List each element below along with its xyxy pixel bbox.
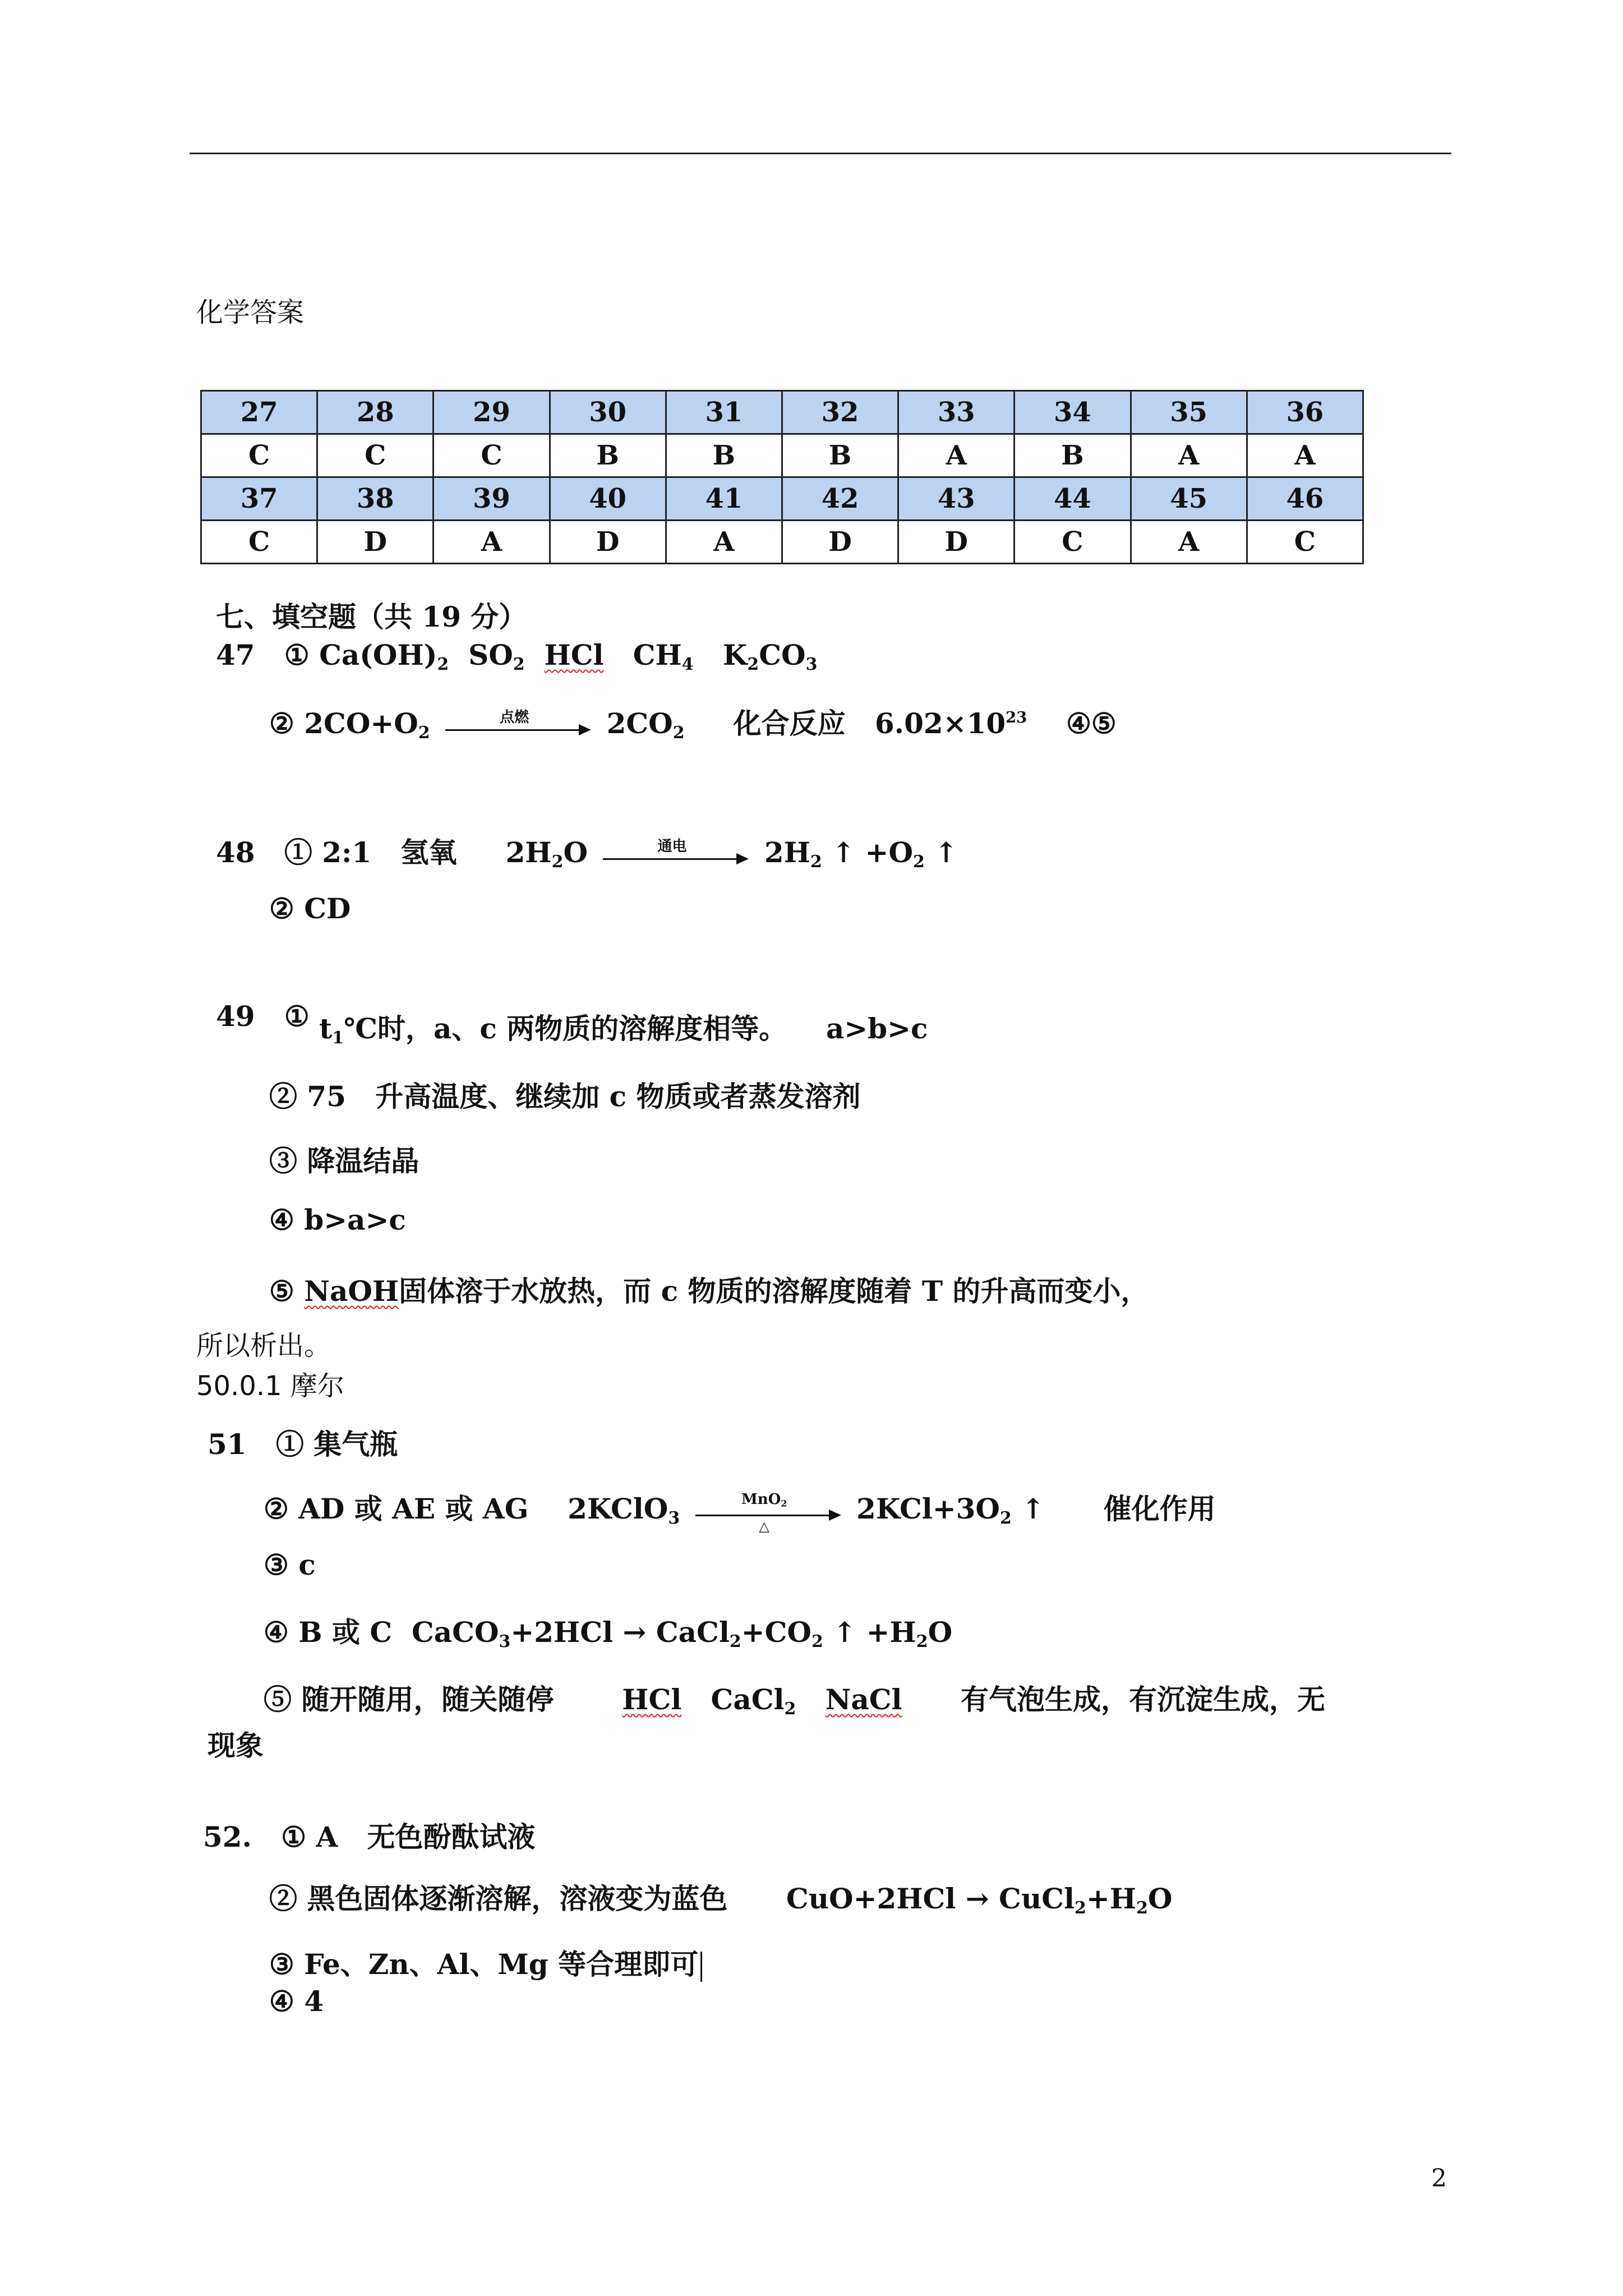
solute: HCl bbox=[622, 1683, 682, 1716]
table-cell: 32 bbox=[782, 391, 898, 434]
table-cell: 44 bbox=[1015, 477, 1131, 521]
table-cell: B bbox=[550, 434, 666, 477]
circle-mark: ① bbox=[284, 1000, 310, 1033]
reaction-arrow bbox=[603, 838, 749, 866]
answer-text: $t_1℃$时，a、c 两物质的溶解度相等。 a>b>c bbox=[319, 1012, 928, 1048]
header-rule bbox=[190, 153, 1451, 154]
table-cell: A bbox=[1247, 434, 1363, 477]
table-cell: C bbox=[201, 521, 317, 564]
q52-line4 bbox=[269, 1985, 324, 2018]
section-heading: 七、填空题（共 19 分） bbox=[216, 600, 527, 633]
circle-mark: ③ bbox=[269, 1948, 294, 1981]
solubility-order: a>b>c bbox=[826, 1012, 928, 1045]
answer-text: 黑色固体逐渐溶解，溶液变为蓝色 bbox=[307, 1882, 728, 1915]
circle-mark: ④ bbox=[264, 1616, 289, 1649]
table-cell: C bbox=[1015, 521, 1131, 564]
equation: 2KClO$_3$ MnO$_2$ △ $2KCl+3O_2$ ↑ bbox=[568, 1491, 1045, 1534]
circle-mark: ② bbox=[269, 1080, 297, 1113]
table-cell: 46 bbox=[1247, 477, 1363, 521]
table-cell: 41 bbox=[666, 477, 782, 521]
table-cell: 27 bbox=[201, 391, 317, 434]
page-title: 化学答案 bbox=[196, 297, 305, 328]
table-cell: D bbox=[782, 521, 898, 564]
q49-line3 bbox=[269, 1139, 419, 1179]
reaction-arrow bbox=[445, 709, 591, 737]
question-number: 51 bbox=[208, 1428, 247, 1461]
solute: NaCl bbox=[825, 1683, 902, 1716]
table-cell: 30 bbox=[550, 391, 666, 434]
reaction-arrow bbox=[695, 1491, 841, 1534]
reaction-condition: 通电 bbox=[657, 838, 687, 855]
apparatus-options: B 或 C bbox=[298, 1616, 393, 1649]
question-number: 47 bbox=[216, 638, 255, 671]
table-cell: D bbox=[898, 521, 1015, 564]
option-letter: A bbox=[316, 1820, 338, 1853]
question-number: 52. bbox=[203, 1820, 252, 1853]
circle-mark: ⑤ bbox=[264, 1683, 292, 1716]
circle-mark: ① bbox=[284, 638, 310, 671]
circle-mark: ② bbox=[264, 1492, 289, 1525]
table-cell: 29 bbox=[434, 391, 550, 434]
q52-line3 bbox=[269, 1942, 702, 1982]
apparatus-options: AD 或 AE 或 AG bbox=[298, 1492, 529, 1525]
circle-mark: ① bbox=[275, 1428, 304, 1461]
page-number: 2 bbox=[1431, 2164, 1447, 2193]
table-row bbox=[201, 521, 1363, 564]
text-cursor bbox=[700, 1952, 702, 1982]
circle-mark: ④ bbox=[269, 1203, 294, 1236]
solute: CaCl$_2$ bbox=[711, 1683, 796, 1719]
table-row bbox=[201, 391, 1363, 434]
formula: NaOH bbox=[304, 1274, 399, 1308]
table-cell: 37 bbox=[201, 477, 317, 521]
table-cell: D bbox=[317, 521, 434, 564]
table-cell: D bbox=[550, 521, 666, 564]
answer-text: 4 bbox=[304, 1985, 324, 2018]
q51-line1 bbox=[208, 1422, 398, 1462]
equation: CaCO$_3$+2HCl → $CaCl_2+CO_2$ ↑ $+H_2O$ bbox=[411, 1616, 953, 1651]
table-cell: 36 bbox=[1247, 391, 1363, 434]
answer-text: c bbox=[298, 1548, 316, 1581]
q51-line5 bbox=[264, 1677, 1325, 1719]
question-number: 49 bbox=[216, 1000, 255, 1033]
q51-line2 bbox=[264, 1487, 1216, 1534]
q47-line1 bbox=[216, 638, 817, 674]
circle-mark: ② bbox=[269, 1882, 297, 1915]
table-cell: A bbox=[1131, 521, 1247, 564]
answer-table bbox=[200, 390, 1364, 564]
table-cell: 38 bbox=[317, 477, 434, 521]
circle-mark: ② bbox=[269, 707, 294, 740]
circle-mark: ② bbox=[269, 892, 294, 925]
table-cell: A bbox=[666, 521, 782, 564]
answer-text: 升高温度、继续加 c 物质或者蒸发溶剂 bbox=[375, 1080, 861, 1113]
equation: $2H_2O$ 通电 $2H_2$ ↑ $+O_2$ ↑ bbox=[505, 836, 958, 872]
volume-ratio: 2:1 bbox=[322, 836, 372, 869]
table-cell: C bbox=[1247, 521, 1363, 564]
answer-text: Fe、Zn、Al、Mg 等合理即可 bbox=[304, 1948, 699, 1981]
table-cell: 31 bbox=[666, 391, 782, 434]
table-cell: B bbox=[782, 434, 898, 477]
gas-arrow: ↑ bbox=[1021, 1492, 1045, 1525]
q48-line2 bbox=[269, 892, 351, 925]
q52-line2 bbox=[269, 1876, 1172, 1918]
formula: HCl bbox=[544, 638, 604, 671]
catalyst-role: 催化作用 bbox=[1103, 1492, 1216, 1525]
table-row bbox=[201, 434, 1363, 477]
table-cell: 34 bbox=[1015, 391, 1131, 434]
table-cell: 39 bbox=[434, 477, 550, 521]
q50-answer: 50.0.1 摩尔 bbox=[196, 1370, 344, 1402]
avogadro-number: $6.02\times 10^{23}$ bbox=[874, 707, 1027, 740]
table-cell: A bbox=[898, 434, 1015, 477]
circle-mark: ③ bbox=[264, 1548, 289, 1581]
answer-text: b>a>c bbox=[304, 1203, 406, 1236]
formula: $Ca(OH)_2$ bbox=[319, 638, 449, 674]
answer-text: 随开随用，随关随停 bbox=[301, 1683, 554, 1716]
q49-line1 bbox=[216, 994, 928, 1048]
circle-mark: ④ bbox=[269, 1985, 294, 2018]
gas-arrow: ↑ bbox=[934, 836, 958, 869]
table-cell: C bbox=[317, 434, 434, 477]
table-cell: C bbox=[434, 434, 550, 477]
equation: $2CO+O_2$ 点燃 $2CO_2$ bbox=[304, 707, 685, 743]
table-cell: B bbox=[1015, 434, 1131, 477]
q51-line4 bbox=[264, 1610, 952, 1651]
q52-line1 bbox=[203, 1815, 536, 1855]
table-cell: 43 bbox=[898, 477, 1015, 521]
answer-text: 集气瓶 bbox=[313, 1428, 398, 1461]
q49-line2 bbox=[269, 1074, 861, 1115]
circle-mark: ⑤ bbox=[269, 1274, 294, 1308]
table-cell: 45 bbox=[1131, 477, 1247, 521]
answer-text: 无色酚酞试液 bbox=[367, 1820, 536, 1853]
circle-mark: ① bbox=[281, 1820, 307, 1853]
gas-arrow: ↑ bbox=[832, 836, 856, 869]
answer-text: 固体溶于水放热，而 c 物质的溶解度随着 T 的升高而变小， bbox=[399, 1274, 1149, 1308]
table-cell: C bbox=[201, 434, 317, 477]
gas-names: 氢氧 bbox=[400, 836, 457, 869]
table-cell: 28 bbox=[317, 391, 434, 434]
question-number: 48 bbox=[216, 836, 255, 869]
circle-mark: ① bbox=[284, 836, 312, 869]
mass-value: 75 bbox=[307, 1080, 347, 1113]
circle-mark: ③ bbox=[269, 1144, 297, 1177]
heat-symbol: △ bbox=[759, 1518, 769, 1534]
answer-text: 降温结晶 bbox=[307, 1144, 419, 1177]
table-cell: B bbox=[666, 434, 782, 477]
q49-line4 bbox=[269, 1203, 406, 1236]
table-cell: 35 bbox=[1131, 391, 1247, 434]
table-cell: 33 bbox=[898, 391, 1015, 434]
q51-line5-tail: 现象 bbox=[208, 1729, 264, 1762]
observation: 有气泡生成，有沉淀生成，无 bbox=[960, 1683, 1325, 1716]
reaction-arrow: → bbox=[965, 1882, 989, 1915]
table-cell: 42 bbox=[782, 477, 898, 521]
reaction-type: 化合反应 bbox=[733, 707, 846, 740]
formula: $CH_4$ bbox=[633, 638, 694, 674]
gas-arrow: ↑ bbox=[833, 1616, 857, 1649]
circle-answers: ④⑤ bbox=[1066, 707, 1117, 740]
q49-line5 bbox=[269, 1269, 1149, 1309]
answer-text: CD bbox=[304, 892, 351, 925]
q51-line3 bbox=[264, 1548, 316, 1581]
q48-line1 bbox=[216, 830, 958, 872]
reaction-condition: MnO$_2$ bbox=[741, 1491, 787, 1509]
reaction-condition: 点燃 bbox=[500, 709, 529, 726]
table-cell: A bbox=[434, 521, 550, 564]
table-cell: A bbox=[1131, 434, 1247, 477]
q49-line5-tail: 所以析出。 bbox=[196, 1330, 331, 1361]
equation: $CuO+2HCl \to CuCl_2+H_2O$ bbox=[786, 1882, 1173, 1918]
table-cell: 40 bbox=[550, 477, 666, 521]
q47-line2 bbox=[269, 701, 1117, 743]
formula: $SO_2$ bbox=[468, 638, 525, 674]
formula: $K_2CO_3$ bbox=[722, 638, 818, 674]
reaction-arrow: → bbox=[623, 1616, 647, 1649]
table-row bbox=[201, 477, 1363, 521]
